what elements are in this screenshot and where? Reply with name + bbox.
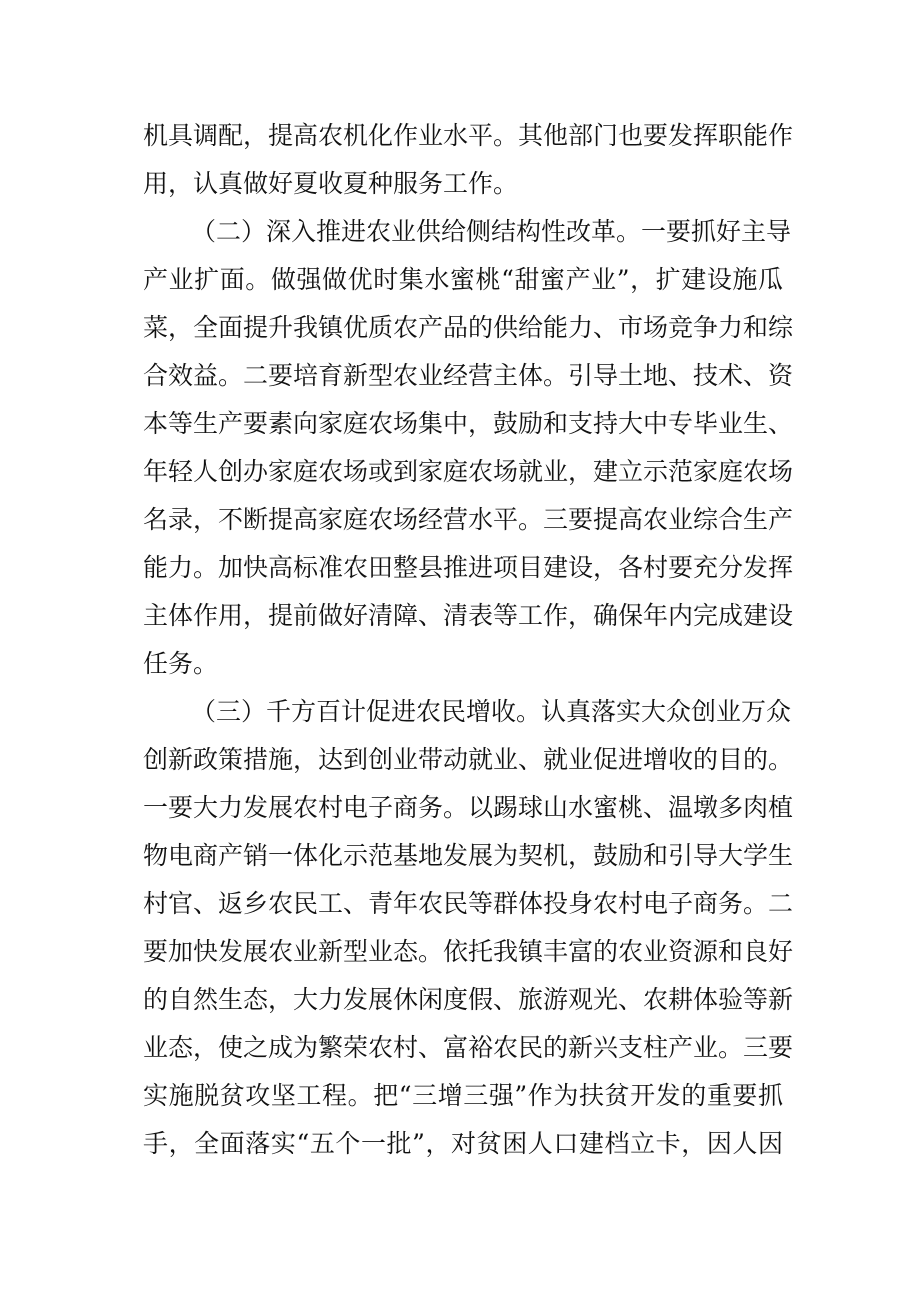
text-line: 合效益。二要培育新型农业经营主体。引导土地、技术、资 bbox=[143, 361, 794, 390]
text-line: 创新政策措施，达到创业带动就业、就业促进增收的目的。 bbox=[143, 745, 794, 774]
text-line: 实施脱贫攻坚工程。把“三增三强”作为扶贫开发的重要抓 bbox=[143, 1081, 783, 1110]
text-line: 名录，不断提高家庭农场经营水平。三要提高农业综合生产 bbox=[143, 505, 794, 534]
text-line: 本等生产要素向家庭农场集中，鼓励和支持大中专毕业生、 bbox=[143, 409, 794, 438]
text-line: 要加快发展农业新型业态。依托我镇丰富的农业资源和良好 bbox=[143, 937, 794, 966]
text-line: 业态，使之成为繁荣农村、富裕农民的新兴支柱产业。三要 bbox=[143, 1033, 794, 1062]
text-line: 主体作用，提前做好清障、清表等工作，确保年内完成建设 bbox=[143, 601, 794, 630]
text-line: 年轻人创办家庭农场或到家庭农场就业，建立示范家庭农场 bbox=[143, 457, 794, 486]
text-line: 手，全面落实“五个一批”，对贫困人口建档立卡，因人因 bbox=[143, 1129, 783, 1158]
paragraph-heading-line: （二）深入推进农业供给侧结构性改革。一要抓好主导 bbox=[191, 217, 792, 246]
text-line: 物电商产销一体化示范基地发展为契机，鼓励和引导大学生 bbox=[143, 841, 794, 870]
text-line: 任务。 bbox=[143, 649, 219, 678]
text-line: 一要大力发展农村电子商务。以踢球山水蜜桃、温墩多肉植 bbox=[143, 793, 794, 822]
text-line: 机具调配，提高农机化作业水平。其他部门也要发挥职能作 bbox=[143, 121, 794, 150]
text-line: 村官、返乡农民工、青年农民等群体投身农村电子商务。二 bbox=[143, 889, 794, 918]
text-line: 菜，全面提升我镇优质农产品的供给能力、市场竞争力和综 bbox=[143, 313, 794, 342]
text-line: 的自然生态，大力发展休闲度假、旅游观光、农耕体验等新 bbox=[143, 985, 794, 1014]
text-line: 用，认真做好夏收夏种服务工作。 bbox=[143, 169, 519, 198]
text-line: 能力。加快高标准农田整县推进项目建设，各村要充分发挥 bbox=[143, 553, 794, 582]
paragraph-heading-line: （三）千方百计促进农民增收。认真落实大众创业万众 bbox=[191, 697, 792, 726]
text-line: 产业扩面。做强做优时集水蜜桃“甜蜜产业”，扩建设施瓜 bbox=[143, 265, 783, 294]
